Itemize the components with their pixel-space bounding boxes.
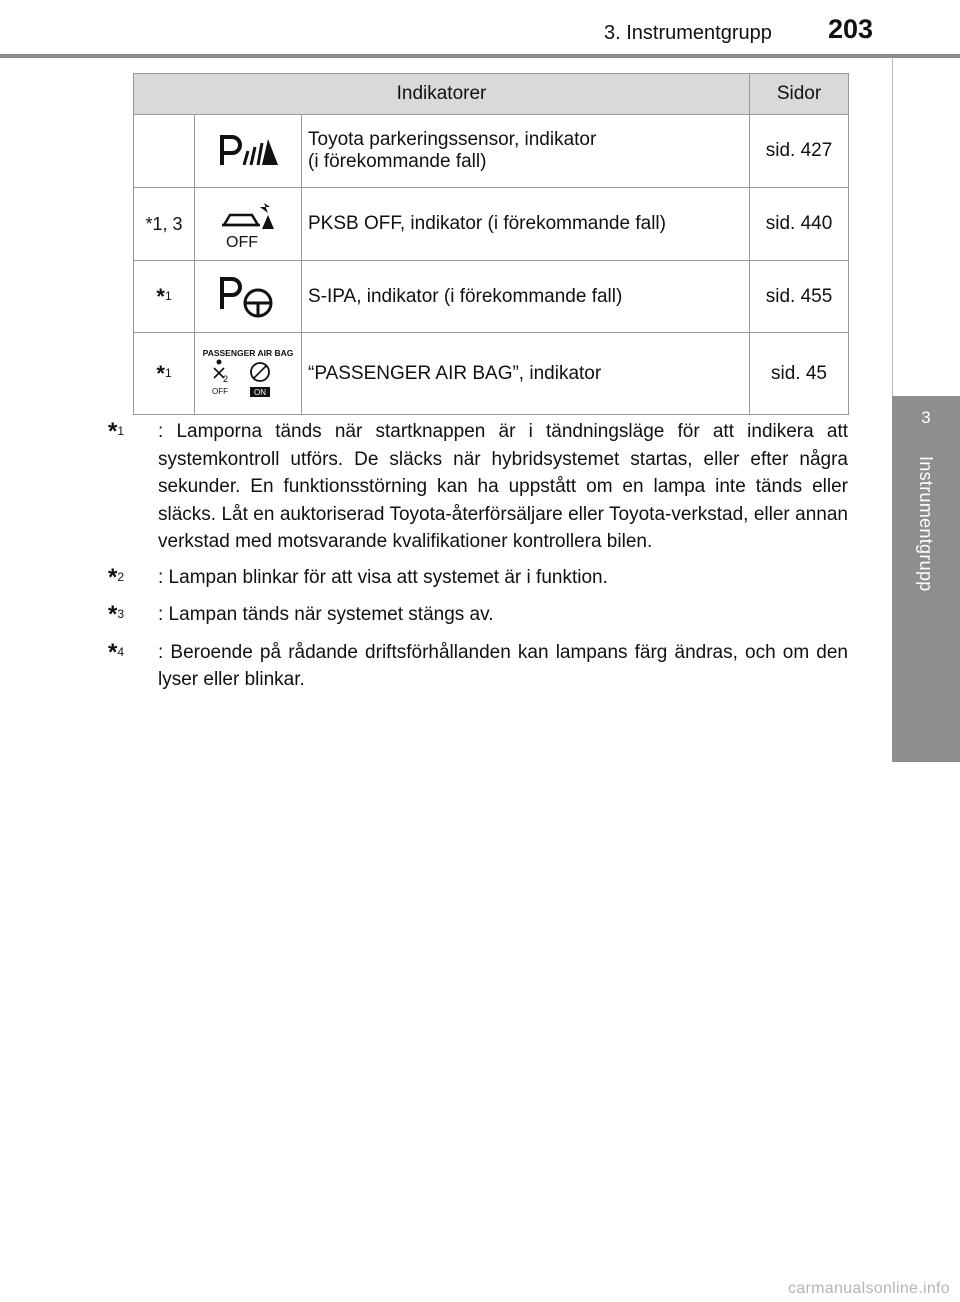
parking-sensor-icon — [216, 131, 280, 171]
footnote — [108, 564, 848, 594]
page-reference: sid. 45 — [750, 333, 849, 415]
indicator-description: “PASSENGER AIR BAG”, indikator — [302, 333, 750, 415]
footnote-text: : Lampan blinkar för att visa att systemet är i funktion. — [158, 566, 608, 588]
footnotes — [108, 418, 848, 702]
indicator-icon-cell — [195, 115, 302, 188]
chapter-number: 3 — [921, 408, 931, 427]
page-reference: sid. 427 — [750, 115, 849, 188]
icon-off-text: OFF — [226, 234, 258, 249]
s-ipa-icon — [218, 275, 278, 319]
table-row — [134, 261, 849, 333]
side-divider — [892, 58, 893, 396]
footnote-text: : Lampan tänds när systemet stängs av. — [158, 604, 494, 625]
footnote-marker: *$^3$ — [108, 601, 125, 628]
description-text: Toyota parkeringssensor, indikator (i förekommande fall) — [308, 129, 597, 172]
indicator-table — [133, 73, 849, 415]
table-row — [134, 188, 849, 261]
note-star: * — [156, 360, 165, 386]
indicator-description — [302, 115, 750, 188]
passenger-airbag-icon — [198, 346, 298, 402]
footnote-marker: *$^2$ — [108, 563, 125, 591]
page-number: 203 — [828, 14, 874, 44]
footnote-marker: *$^1$ — [108, 418, 125, 445]
note-sup: 1 — [164, 288, 172, 303]
note-star: * — [156, 283, 165, 309]
indicator-description: S-IPA, indikator (i förekommande fall) — [302, 261, 750, 333]
table-row — [134, 333, 849, 415]
chapter-tab — [892, 396, 960, 762]
table-header-row — [134, 74, 849, 115]
row-note — [134, 333, 195, 415]
footnote — [108, 601, 848, 631]
indicator-icon-cell — [195, 261, 302, 333]
table-row — [134, 115, 849, 188]
footnote — [108, 639, 848, 694]
footnote — [108, 418, 848, 556]
page-reference: sid. 440 — [750, 188, 849, 261]
pksb-off-icon — [218, 199, 278, 249]
column-header-pages: Sidor — [750, 74, 849, 115]
icon-on-label: ON — [254, 387, 266, 397]
footnote-text: : Lamporna tänds när startknappen är i tändningsläge för att indikera att systemkontroll utförs. De släcks när hybridsystemet startas, eller efter några sekunder. En funktionsstörning kan ha uppstått om en lampa inte tänds eller släcks. Låt en auktoriserad Toyota-återförsäljare eller Toyota-verkstad, eller annan verkstad med motsvarande kvalifikationer kontrollera bilen. — [158, 421, 848, 552]
indicator-icon-cell — [195, 188, 302, 261]
column-header-indicators: Indikatorer — [134, 74, 750, 115]
indicator-description: PKSB OFF, indikator (i förekommande fall) — [302, 188, 750, 261]
row-note: *1, 3 — [134, 188, 195, 261]
footnote-text: : Beroende på rådande driftsförhållanden kan lampans färg ändras, och om den lyser eller blinkar. — [158, 641, 848, 690]
row-note — [134, 261, 195, 333]
icon-airbag-text: PASSENGER AIR BAG — [202, 347, 294, 358]
row-note — [134, 115, 195, 188]
footnote-marker: *$^4$ — [108, 638, 125, 666]
icon-off-label: OFF — [212, 386, 228, 396]
note-sup: 1 — [164, 365, 172, 380]
watermark: carmanualsonline.info — [788, 1280, 950, 1297]
section-title: 3. Instrumentgrupp — [604, 22, 772, 44]
chapter-label: Instrumentgrupp — [916, 456, 936, 592]
header-rule — [0, 54, 960, 58]
indicator-icon-cell — [195, 333, 302, 415]
svg-text:2: 2 — [223, 373, 229, 384]
page-reference: sid. 455 — [750, 261, 849, 333]
